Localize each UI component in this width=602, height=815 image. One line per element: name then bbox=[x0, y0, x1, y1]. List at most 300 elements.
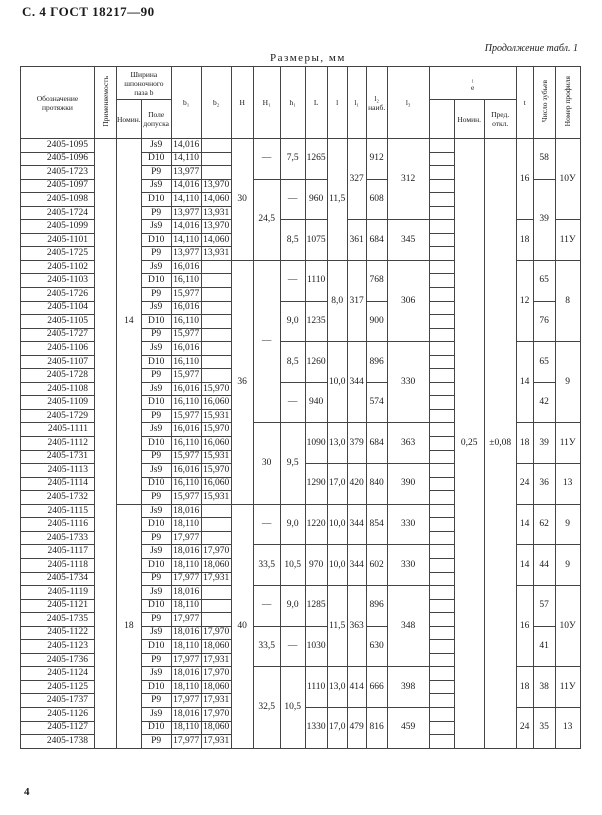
cell-L: 960 bbox=[305, 179, 327, 220]
cell-tol: P9 bbox=[141, 369, 171, 383]
cell-L: 1265 bbox=[305, 139, 327, 180]
cell-b1: 18,110 bbox=[171, 680, 201, 694]
cell-blank bbox=[429, 396, 454, 410]
cell-L: 1090 bbox=[305, 423, 327, 464]
cell-t: 18 bbox=[516, 220, 533, 261]
cell-tol: P9 bbox=[141, 572, 171, 586]
cell-tol: P9 bbox=[141, 450, 171, 464]
cell-H1: — bbox=[253, 139, 280, 180]
cell-blank bbox=[429, 220, 454, 234]
cell-l1: 344 bbox=[347, 342, 366, 423]
cell-t: 18 bbox=[516, 423, 533, 464]
col-l3: l₃ bbox=[387, 67, 429, 139]
cell-H1: 24,5 bbox=[253, 179, 280, 260]
col-e-lim: Пред. откл. bbox=[484, 100, 516, 139]
cell-d: 2405-1123 bbox=[21, 640, 95, 654]
cell-d: 2405-1735 bbox=[21, 613, 95, 627]
cell-l2: 896 bbox=[366, 586, 387, 627]
cell-profile: 10У bbox=[555, 586, 580, 667]
cell-blank bbox=[429, 694, 454, 708]
cell-d: 2405-1113 bbox=[21, 464, 95, 478]
cell-l: 17,0 bbox=[327, 464, 347, 505]
cell-b2 bbox=[201, 166, 231, 180]
cell-blank bbox=[429, 599, 454, 613]
cell-l1: 317 bbox=[347, 260, 366, 341]
cell-b1: 13,977 bbox=[171, 166, 201, 180]
cell-teeth: 36 bbox=[533, 464, 555, 505]
cell-t: 14 bbox=[516, 342, 533, 423]
cell-teeth: 76 bbox=[533, 301, 555, 342]
cell-blank bbox=[429, 464, 454, 478]
cell-l1: 414 bbox=[347, 667, 366, 708]
cell-tol: P9 bbox=[141, 694, 171, 708]
cell-b2 bbox=[201, 260, 231, 274]
cell-tol: P9 bbox=[141, 288, 171, 302]
cell-t: 14 bbox=[516, 504, 533, 545]
cell-profile: 13 bbox=[555, 707, 580, 748]
cell-h1: 7,5 bbox=[280, 139, 305, 180]
cell-d: 2405-1119 bbox=[21, 586, 95, 600]
cell-l2: 666 bbox=[366, 667, 387, 708]
cell-b2: 15,970 bbox=[201, 382, 231, 396]
cell-l2: 854 bbox=[366, 504, 387, 545]
cell-b1: 14,110 bbox=[171, 152, 201, 166]
cell-tol: D10 bbox=[141, 518, 171, 532]
cell-b1: 15,977 bbox=[171, 409, 201, 423]
cell-d: 2405-1111 bbox=[21, 423, 95, 437]
cell-b2: 15,931 bbox=[201, 450, 231, 464]
cell-H: 36 bbox=[231, 260, 253, 504]
cell-l1: 361 bbox=[347, 220, 366, 261]
cell-tol: Js9 bbox=[141, 545, 171, 559]
cell-b1: 18,016 bbox=[171, 707, 201, 721]
cell-b2: 17,931 bbox=[201, 694, 231, 708]
cell-l: 13,0 bbox=[327, 667, 347, 708]
cell-b1: 16,110 bbox=[171, 396, 201, 410]
cell-blank bbox=[429, 260, 454, 274]
cell-b2: 18,060 bbox=[201, 640, 231, 654]
cell-l: 8,0 bbox=[327, 260, 347, 341]
cell-nom: 18 bbox=[117, 504, 142, 748]
cell-blank bbox=[429, 274, 454, 288]
cell-d: 2405-1095 bbox=[21, 139, 95, 153]
col-t: t bbox=[516, 67, 533, 139]
cell-L: 940 bbox=[305, 382, 327, 423]
page-header: С. 4 ГОСТ 18217—90 bbox=[22, 4, 155, 19]
cell-blank bbox=[429, 586, 454, 600]
cell-b2: 16,060 bbox=[201, 477, 231, 491]
table-row bbox=[21, 139, 581, 153]
broach-table bbox=[20, 66, 581, 749]
cell-b2 bbox=[201, 586, 231, 600]
cell-b2: 14,060 bbox=[201, 233, 231, 247]
cell-profile: 11У bbox=[555, 423, 580, 464]
cell-b2: 14,060 bbox=[201, 193, 231, 207]
cell-tol: Js9 bbox=[141, 342, 171, 356]
cell-H1: 33,5 bbox=[253, 626, 280, 667]
cell-tol: P9 bbox=[141, 735, 171, 749]
cell-b1: 14,110 bbox=[171, 193, 201, 207]
col-designation: Обозначение протяжки bbox=[21, 67, 95, 139]
cell-tol: D10 bbox=[141, 437, 171, 451]
cell-b1: 16,110 bbox=[171, 274, 201, 288]
cell-l3: 330 bbox=[387, 545, 429, 586]
cell-blank bbox=[429, 288, 454, 302]
cell-d: 2405-1127 bbox=[21, 721, 95, 735]
cell-t: 16 bbox=[516, 586, 533, 667]
cell-tol: D10 bbox=[141, 274, 171, 288]
cell-d: 2405-1104 bbox=[21, 301, 95, 315]
cell-d: 2405-1724 bbox=[21, 206, 95, 220]
cell-tol: Js9 bbox=[141, 301, 171, 315]
cell-tol: Js9 bbox=[141, 179, 171, 193]
cell-teeth: 42 bbox=[533, 382, 555, 423]
cell-b2: 17,970 bbox=[201, 667, 231, 681]
cell-tol: D10 bbox=[141, 355, 171, 369]
cell-d: 2405-1125 bbox=[21, 680, 95, 694]
cell-b1: 15,977 bbox=[171, 369, 201, 383]
cell-b1: 15,977 bbox=[171, 491, 201, 505]
cell-t: 14 bbox=[516, 545, 533, 586]
cell-tol: D10 bbox=[141, 721, 171, 735]
cell-tol: Js9 bbox=[141, 139, 171, 153]
cell-b1: 15,977 bbox=[171, 328, 201, 342]
cell-H1: 33,5 bbox=[253, 545, 280, 586]
cell-tol: D10 bbox=[141, 315, 171, 329]
cell-d: 2405-1727 bbox=[21, 328, 95, 342]
cell-b2: 17,970 bbox=[201, 707, 231, 721]
cell-b1: 18,016 bbox=[171, 545, 201, 559]
cell-l3: 348 bbox=[387, 586, 429, 667]
cell-l1: 344 bbox=[347, 504, 366, 545]
cell-b1: 13,977 bbox=[171, 247, 201, 261]
cell-app bbox=[95, 139, 117, 749]
cell-b1: 18,110 bbox=[171, 721, 201, 735]
cell-blank bbox=[429, 409, 454, 423]
cell-h1: 10,5 bbox=[280, 545, 305, 586]
cell-b1: 14,110 bbox=[171, 233, 201, 247]
cell-b2: 16,060 bbox=[201, 396, 231, 410]
cell-d: 2405-1116 bbox=[21, 518, 95, 532]
col-slot-width: Ширина шпоночного паза b bbox=[117, 67, 172, 100]
cell-d: 2405-1733 bbox=[21, 531, 95, 545]
col-l1: l₁ bbox=[347, 67, 366, 139]
cell-b2 bbox=[201, 518, 231, 532]
cell-l1: 344 bbox=[347, 545, 366, 586]
cell-t: 12 bbox=[516, 260, 533, 341]
cell-L: 1285 bbox=[305, 586, 327, 627]
cell-d: 2405-1726 bbox=[21, 288, 95, 302]
cell-tol: D10 bbox=[141, 193, 171, 207]
cell-l: 11,5 bbox=[327, 139, 347, 261]
col-nom: Номин. bbox=[117, 100, 142, 139]
cell-L: 970 bbox=[305, 545, 327, 586]
cell-l: 13,0 bbox=[327, 423, 347, 464]
col-teeth: Число зубьев bbox=[533, 67, 555, 139]
cell-b2 bbox=[201, 369, 231, 383]
cell-d: 2405-1114 bbox=[21, 477, 95, 491]
cell-b1: 18,016 bbox=[171, 586, 201, 600]
cell-tol: Js9 bbox=[141, 382, 171, 396]
cell-H1: — bbox=[253, 586, 280, 627]
col-blank bbox=[429, 100, 454, 139]
cell-b1: 16,016 bbox=[171, 464, 201, 478]
cell-tol: D10 bbox=[141, 477, 171, 491]
col-e: ₁ e bbox=[429, 67, 516, 100]
cell-teeth: 41 bbox=[533, 626, 555, 667]
cell-blank bbox=[429, 707, 454, 721]
cell-tol: Js9 bbox=[141, 504, 171, 518]
cell-l2: 574 bbox=[366, 382, 387, 423]
cell-l: 10,0 bbox=[327, 342, 347, 423]
cell-teeth: 58 bbox=[533, 139, 555, 180]
cell-tol: D10 bbox=[141, 640, 171, 654]
col-b1: b₁ bbox=[171, 67, 201, 139]
cell-blank bbox=[429, 572, 454, 586]
cell-l2: 608 bbox=[366, 179, 387, 220]
cell-H1: — bbox=[253, 260, 280, 423]
cell-b2 bbox=[201, 139, 231, 153]
cell-l1: 479 bbox=[347, 707, 366, 748]
cell-l1: 420 bbox=[347, 464, 366, 505]
cell-b1: 17,977 bbox=[171, 613, 201, 627]
cell-b1: 16,110 bbox=[171, 477, 201, 491]
cell-teeth: 35 bbox=[533, 707, 555, 748]
cell-d: 2405-1117 bbox=[21, 545, 95, 559]
cell-d: 2405-1122 bbox=[21, 626, 95, 640]
cell-l2: 840 bbox=[366, 464, 387, 505]
cell-b1: 18,110 bbox=[171, 518, 201, 532]
cell-tol: P9 bbox=[141, 409, 171, 423]
cell-e_lim: ±0,08 bbox=[484, 139, 516, 749]
cell-blank bbox=[429, 437, 454, 451]
cell-b2 bbox=[201, 355, 231, 369]
cell-d: 2405-1121 bbox=[21, 599, 95, 613]
cell-t: 16 bbox=[516, 139, 533, 220]
cell-d: 2405-1737 bbox=[21, 694, 95, 708]
cell-blank bbox=[429, 504, 454, 518]
sizes-title: Размеры, мм bbox=[270, 52, 346, 64]
cell-blank bbox=[429, 355, 454, 369]
cell-blank bbox=[429, 179, 454, 193]
cell-blank bbox=[429, 518, 454, 532]
cell-l2: 684 bbox=[366, 220, 387, 261]
cell-b1: 13,977 bbox=[171, 206, 201, 220]
cell-l2: 684 bbox=[366, 423, 387, 464]
cell-tol: Js9 bbox=[141, 464, 171, 478]
cell-profile: 11У bbox=[555, 667, 580, 708]
cell-b2 bbox=[201, 531, 231, 545]
cell-tol: D10 bbox=[141, 599, 171, 613]
cell-b2 bbox=[201, 504, 231, 518]
cell-L: 1110 bbox=[305, 260, 327, 301]
cell-b2: 15,970 bbox=[201, 423, 231, 437]
cell-b2 bbox=[201, 315, 231, 329]
cell-H: 30 bbox=[231, 139, 253, 261]
cell-blank bbox=[429, 491, 454, 505]
cell-d: 2405-1725 bbox=[21, 247, 95, 261]
cell-profile: 9 bbox=[555, 504, 580, 545]
cell-d: 2405-1106 bbox=[21, 342, 95, 356]
cell-b1: 16,110 bbox=[171, 315, 201, 329]
cell-l2: 896 bbox=[366, 342, 387, 383]
cell-teeth: 65 bbox=[533, 342, 555, 383]
cell-b1: 18,110 bbox=[171, 640, 201, 654]
cell-b2: 15,970 bbox=[201, 464, 231, 478]
cell-b1: 17,977 bbox=[171, 531, 201, 545]
col-h1: h₁ bbox=[280, 67, 305, 139]
cell-l: 11,5 bbox=[327, 586, 347, 667]
cell-H1: 32,5 bbox=[253, 667, 280, 748]
cell-teeth: 65 bbox=[533, 260, 555, 301]
cell-b1: 15,977 bbox=[171, 288, 201, 302]
cell-l1: 379 bbox=[347, 423, 366, 464]
cell-t: 18 bbox=[516, 667, 533, 708]
cell-b2: 18,060 bbox=[201, 721, 231, 735]
cell-L: 1235 bbox=[305, 301, 327, 342]
cell-b2: 18,060 bbox=[201, 680, 231, 694]
cell-l: 17,0 bbox=[327, 707, 347, 748]
cell-h1: 10,5 bbox=[280, 667, 305, 748]
cell-teeth: 39 bbox=[533, 423, 555, 464]
cell-blank bbox=[429, 152, 454, 166]
cell-d: 2405-1729 bbox=[21, 409, 95, 423]
cell-b2: 13,970 bbox=[201, 179, 231, 193]
cell-tol: D10 bbox=[141, 396, 171, 410]
cell-L: 1220 bbox=[305, 504, 327, 545]
cell-d: 2405-1734 bbox=[21, 572, 95, 586]
cell-L: 1290 bbox=[305, 464, 327, 505]
cell-tol: D10 bbox=[141, 680, 171, 694]
cell-b1: 17,977 bbox=[171, 572, 201, 586]
col-H: H bbox=[231, 67, 253, 139]
cell-d: 2405-1099 bbox=[21, 220, 95, 234]
cell-l2: 900 bbox=[366, 301, 387, 342]
cell-d: 2405-1124 bbox=[21, 667, 95, 681]
cell-b1: 16,016 bbox=[171, 342, 201, 356]
cell-tol: P9 bbox=[141, 653, 171, 667]
cell-teeth: 62 bbox=[533, 504, 555, 545]
cell-b1: 18,016 bbox=[171, 504, 201, 518]
cell-d: 2405-1736 bbox=[21, 653, 95, 667]
cell-blank bbox=[429, 328, 454, 342]
cell-d: 2405-1102 bbox=[21, 260, 95, 274]
cell-tol: Js9 bbox=[141, 667, 171, 681]
cell-l3: 363 bbox=[387, 423, 429, 464]
cell-b1: 14,016 bbox=[171, 179, 201, 193]
cell-blank bbox=[429, 735, 454, 749]
cell-blank bbox=[429, 545, 454, 559]
cell-d: 2405-1115 bbox=[21, 504, 95, 518]
cell-H: 40 bbox=[231, 504, 253, 748]
cell-b2: 18,060 bbox=[201, 558, 231, 572]
cell-e_nom: 0,25 bbox=[454, 139, 484, 749]
cell-d: 2405-1118 bbox=[21, 558, 95, 572]
cell-d: 2405-1112 bbox=[21, 437, 95, 451]
cell-l: 10,0 bbox=[327, 545, 347, 586]
cell-blank bbox=[429, 640, 454, 654]
col-L: L bbox=[305, 67, 327, 139]
col-tol: Поле допуска bbox=[141, 100, 171, 139]
cell-blank bbox=[429, 193, 454, 207]
cell-b2: 15,931 bbox=[201, 491, 231, 505]
cell-h1: 9,0 bbox=[280, 504, 305, 545]
cell-l2: 602 bbox=[366, 545, 387, 586]
col-profile: Номер профиля bbox=[555, 67, 580, 139]
cell-h1: 9,0 bbox=[280, 301, 305, 342]
cell-b1: 14,016 bbox=[171, 220, 201, 234]
cell-h1: — bbox=[280, 382, 305, 423]
cell-d: 2405-1103 bbox=[21, 274, 95, 288]
cell-L: 1260 bbox=[305, 342, 327, 383]
cell-l2: 816 bbox=[366, 707, 387, 748]
col-l2: l₂ наиб. bbox=[366, 67, 387, 139]
cell-profile: 9 bbox=[555, 342, 580, 423]
cell-l2: 768 bbox=[366, 260, 387, 301]
cell-d: 2405-1097 bbox=[21, 179, 95, 193]
cell-b2: 13,931 bbox=[201, 206, 231, 220]
cell-b1: 16,110 bbox=[171, 437, 201, 451]
cell-d: 2405-1728 bbox=[21, 369, 95, 383]
cell-tol: Js9 bbox=[141, 626, 171, 640]
cell-d: 2405-1108 bbox=[21, 382, 95, 396]
page-number: 4 bbox=[24, 786, 30, 798]
cell-tol: D10 bbox=[141, 152, 171, 166]
cell-l3: 330 bbox=[387, 342, 429, 423]
cell-tol: P9 bbox=[141, 247, 171, 261]
cell-t: 24 bbox=[516, 464, 533, 505]
cell-tol: P9 bbox=[141, 328, 171, 342]
cell-b2 bbox=[201, 613, 231, 627]
cell-blank bbox=[429, 166, 454, 180]
cell-teeth: 38 bbox=[533, 667, 555, 708]
cell-tol: Js9 bbox=[141, 260, 171, 274]
cell-h1: — bbox=[280, 626, 305, 667]
cell-tol: D10 bbox=[141, 233, 171, 247]
cell-blank bbox=[429, 558, 454, 572]
cell-tol: P9 bbox=[141, 613, 171, 627]
cell-blank bbox=[429, 667, 454, 681]
cell-b2 bbox=[201, 328, 231, 342]
cell-b1: 14,016 bbox=[171, 139, 201, 153]
col-applicability: Применяемость bbox=[95, 67, 117, 139]
cell-b2: 13,970 bbox=[201, 220, 231, 234]
cell-tol: P9 bbox=[141, 491, 171, 505]
cell-tol: Js9 bbox=[141, 707, 171, 721]
cell-l2: 630 bbox=[366, 626, 387, 667]
cell-blank bbox=[429, 653, 454, 667]
cell-d: 2405-1732 bbox=[21, 491, 95, 505]
cell-tol: Js9 bbox=[141, 423, 171, 437]
cell-teeth: 44 bbox=[533, 545, 555, 586]
cell-d: 2405-1723 bbox=[21, 166, 95, 180]
cell-b2: 17,970 bbox=[201, 545, 231, 559]
cell-b1: 16,016 bbox=[171, 423, 201, 437]
cell-b1: 15,977 bbox=[171, 450, 201, 464]
cell-b2 bbox=[201, 288, 231, 302]
cell-b1: 17,977 bbox=[171, 735, 201, 749]
cell-b1: 18,016 bbox=[171, 667, 201, 681]
cell-blank bbox=[429, 680, 454, 694]
cell-tol: Js9 bbox=[141, 586, 171, 600]
cell-b2: 15,931 bbox=[201, 409, 231, 423]
cell-b1: 18,110 bbox=[171, 599, 201, 613]
continuation-note: Продолжение табл. 1 bbox=[484, 43, 578, 54]
cell-d: 2405-1098 bbox=[21, 193, 95, 207]
cell-l1: 363 bbox=[347, 586, 366, 667]
cell-h1: 9,0 bbox=[280, 586, 305, 627]
cell-l3: 459 bbox=[387, 707, 429, 748]
